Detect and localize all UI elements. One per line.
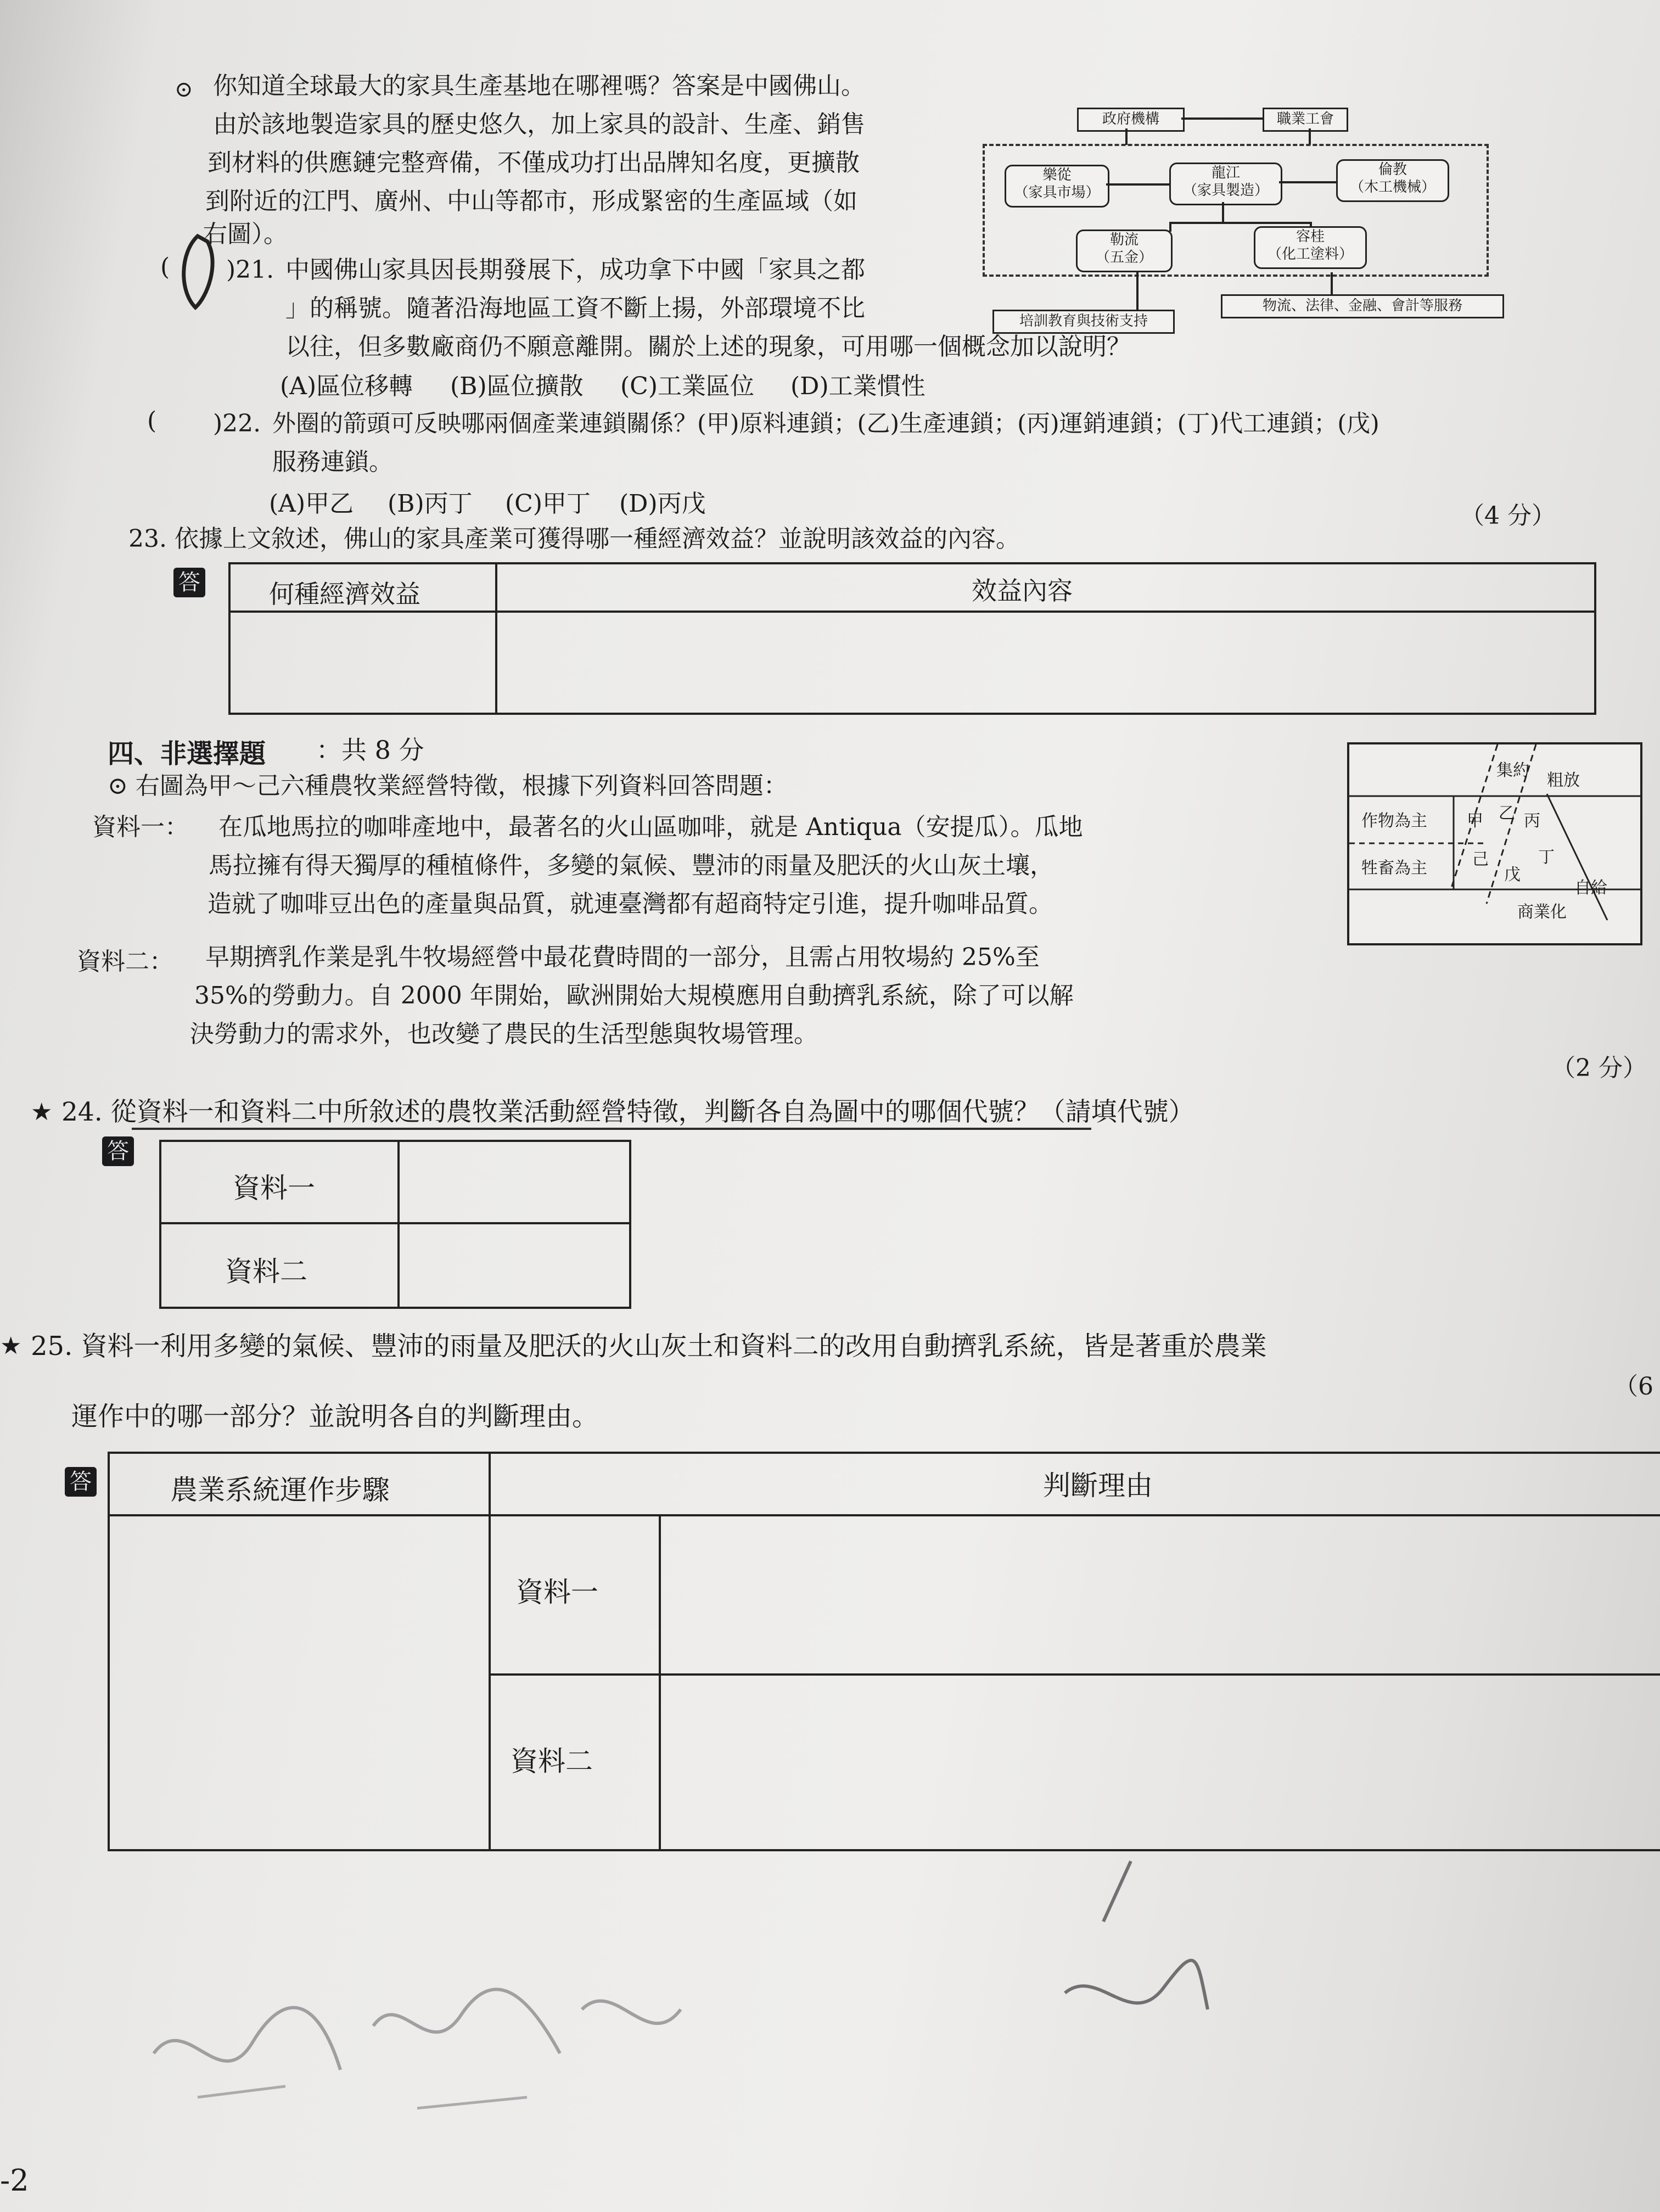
q21-option-d[interactable]: (D)工業慣性 [790, 372, 926, 400]
agri-wu: 戊 [1504, 865, 1521, 884]
q23-answer-cell-benefit[interactable] [231, 613, 495, 713]
agri-subsistence: 自給 [1574, 878, 1607, 898]
q24-score: （2 分） [1551, 1054, 1647, 1082]
pencil-scribbles [143, 1889, 747, 2130]
section-4-total: ：共 8 分 [316, 735, 424, 765]
q23-answer-cell-content[interactable] [497, 613, 1594, 713]
intro-line-1: 你知道全球最大的家具生產基地在哪裡嗎？答案是中國佛山。 [213, 72, 865, 100]
agri-bing: 丙 [1524, 811, 1540, 831]
q24-star: ★ [31, 1098, 53, 1126]
q21-line-1: 中國佛山家具因長期發展下，成功拿下中國「家具之都 [285, 256, 865, 284]
pencil-doodle [1032, 1856, 1230, 2064]
q25-answer-cell-reason-data2[interactable] [661, 1676, 1660, 1849]
q23-col-benefit-content: 效益內容 [972, 576, 1073, 606]
q22-option-a[interactable]: (A)甲乙 [269, 490, 354, 518]
intro-line-2: 由於該地製造家具的歷史悠久，加上家具的設計、生產、銷售 [213, 110, 865, 138]
q25-score: （6 [1614, 1373, 1653, 1401]
q25-col-reason: 判斷理由 [1043, 1470, 1153, 1502]
q21-option-c[interactable]: (C)工業區位 [620, 372, 754, 400]
q23-col-economic-benefit: 何種經濟效益 [269, 579, 420, 609]
q22-paren: ( [147, 407, 157, 435]
q25-question-line-1: 25. 資料一利用多變的氣候、豐沛的雨量及肥沃的火山灰土和資料二的改用自動擠乳系統，皆是著重於農業 [31, 1331, 1267, 1362]
q24-question: 24. 從資料一和資料二中所敘述的農牧業活動經營特徵，判斷各自為圖中的哪個代號？（請填代號） [61, 1097, 1194, 1127]
agri-intensive: 集約 [1496, 761, 1529, 780]
q25-answer-table [108, 1452, 1660, 1851]
ronggui-box: 容桂 （化工塗料） [1254, 226, 1367, 269]
data2-line-1: 早期擠乳作業是乳牛牧場經營中最花費時間的一部分，且需占用牧場約 25%至 [205, 943, 1040, 971]
data1-line-2: 馬拉擁有得天獨厚的種植條件，多變的氣候、豐沛的雨量及肥沃的火山灰土壤， [209, 852, 1054, 880]
data1-label: 資料一： [92, 813, 189, 841]
q25-star: ★ [0, 1332, 22, 1360]
q24-answer-cell-data1[interactable] [400, 1142, 629, 1222]
gov-box: 政府機構 [1077, 108, 1185, 132]
lecong-box: 樂從 （家具市場） [1005, 165, 1109, 208]
q25-answer-cell-reason-data1[interactable] [661, 1516, 1660, 1673]
intro-line-5: 右圖）。 [203, 220, 288, 248]
q25-answer-cell-step[interactable] [110, 1516, 489, 1849]
q21-paren: ( [160, 253, 170, 281]
agri-livestock: 牲畜為主 [1361, 859, 1427, 878]
q23-score: （4 分） [1460, 502, 1556, 530]
data1-line-1: 在瓜地馬拉的咖啡產地中，最著名的火山區咖啡，就是 Antiqua（安提瓜）。瓜地 [218, 813, 1083, 841]
leliu-box: 勒流 （五金） [1076, 229, 1173, 272]
q24-row-data1: 資料一 [233, 1172, 315, 1204]
lunjiao-box: 倫教 （木工機械） [1336, 159, 1449, 202]
q25-col-farm-system-step: 農業系統運作步驟 [170, 1474, 390, 1506]
intro-line-4: 到附近的江門、廣州、中山等都市，形成緊密的生產區域（如 [205, 187, 857, 215]
services-box: 物流、法律、金融、會計等服務 [1221, 294, 1504, 318]
data1-line-3: 造就了咖啡豆出色的產量與品質，就連臺灣都有超商特定引進，提升咖啡品質。 [208, 890, 1053, 918]
intro-bullet: ⊙ [175, 77, 193, 102]
agri-chart [1347, 742, 1642, 945]
q21-option-b[interactable]: (B)區位擴散 [450, 372, 584, 400]
q23-answer-mark: 答 [173, 568, 205, 597]
q24-answer-mark: 答 [102, 1136, 134, 1166]
agri-yi: 乙 [1499, 804, 1515, 823]
pencil-circle-mark [175, 231, 224, 313]
q24-answer-table [159, 1140, 631, 1309]
q24-answer-cell-data2[interactable] [400, 1224, 629, 1307]
q21-line-3: 以往，但多數廠商仍不願意離開。關於上述的現象，可用哪一個概念加以說明？ [285, 333, 1131, 361]
agri-jia: 甲 [1467, 811, 1483, 831]
q21-line-2: 」的稱號。隨著沿海地區工資不斷上揚，外部環境不比 [285, 294, 865, 322]
agri-crop: 作物為主 [1361, 811, 1427, 831]
intro-line-3: 到材料的供應鏈完整齊備，不僅成功打出品牌知名度，更擴散 [208, 149, 860, 177]
training-box: 培訓教育與技術支持 [992, 310, 1175, 334]
q22-line-1: 外圈的箭頭可反映哪兩個產業連鎖關係？(甲)原料連鎖；(乙)生產連鎖；(丙)運銷連鎖；(丁)代工連鎖；(戊) [272, 410, 1379, 438]
q25-row-data2: 資料二 [511, 1745, 593, 1777]
q25-question-line-2: 運作中的哪一部分？並說明各自的判斷理由。 [71, 1401, 599, 1432]
q23-answer-table [228, 562, 1596, 715]
agri-chart-lines [1349, 744, 1640, 943]
q22-option-b[interactable]: (B)丙丁 [388, 490, 473, 518]
data2-line-2: 35%的勞動力。自 2000 年開始，歐洲開始大規模應用自動擠乳系統，除了可以解 [194, 982, 1074, 1010]
agri-ding: 丁 [1538, 848, 1555, 867]
page-number: -2 [0, 2163, 29, 2198]
agri-extensive: 粗放 [1547, 771, 1580, 790]
q22-option-d[interactable]: (D)丙戊 [619, 490, 706, 518]
q21-option-a[interactable]: (A)區位移轉 [280, 372, 413, 400]
agri-ji: 己 [1472, 850, 1489, 869]
union-box: 職業工會 [1263, 108, 1348, 132]
section-4-intro: ⊙ 右圖為甲～己六種農牧業經營特徵，根據下列資料回答問題： [108, 772, 788, 800]
longjiang-box: 龍江 （家具製造） [1169, 163, 1282, 205]
section-4-title: 四、非選擇題 [108, 738, 266, 769]
q22-line-2: 服務連鎖。 [272, 448, 393, 476]
q25-answer-mark: 答 [65, 1467, 97, 1497]
data2-line-3: 決勞動力的需求外，也改變了農民的生活型態與牧場管理。 [190, 1020, 818, 1048]
data2-label: 資料二： [77, 948, 173, 976]
q21-number: )21. [226, 256, 274, 284]
q22-number: )22. [213, 410, 261, 438]
q22-option-c[interactable]: (C)甲丁 [505, 490, 591, 518]
q24-row-data2: 資料二 [225, 1256, 307, 1287]
q25-row-data1: 資料一 [516, 1576, 598, 1608]
q23-question: 23. 依據上文敘述，佛山的家具產業可獲得哪一種經濟效益？並說明該效益的內容。 [128, 525, 1020, 553]
agri-commercial: 商業化 [1517, 903, 1567, 922]
